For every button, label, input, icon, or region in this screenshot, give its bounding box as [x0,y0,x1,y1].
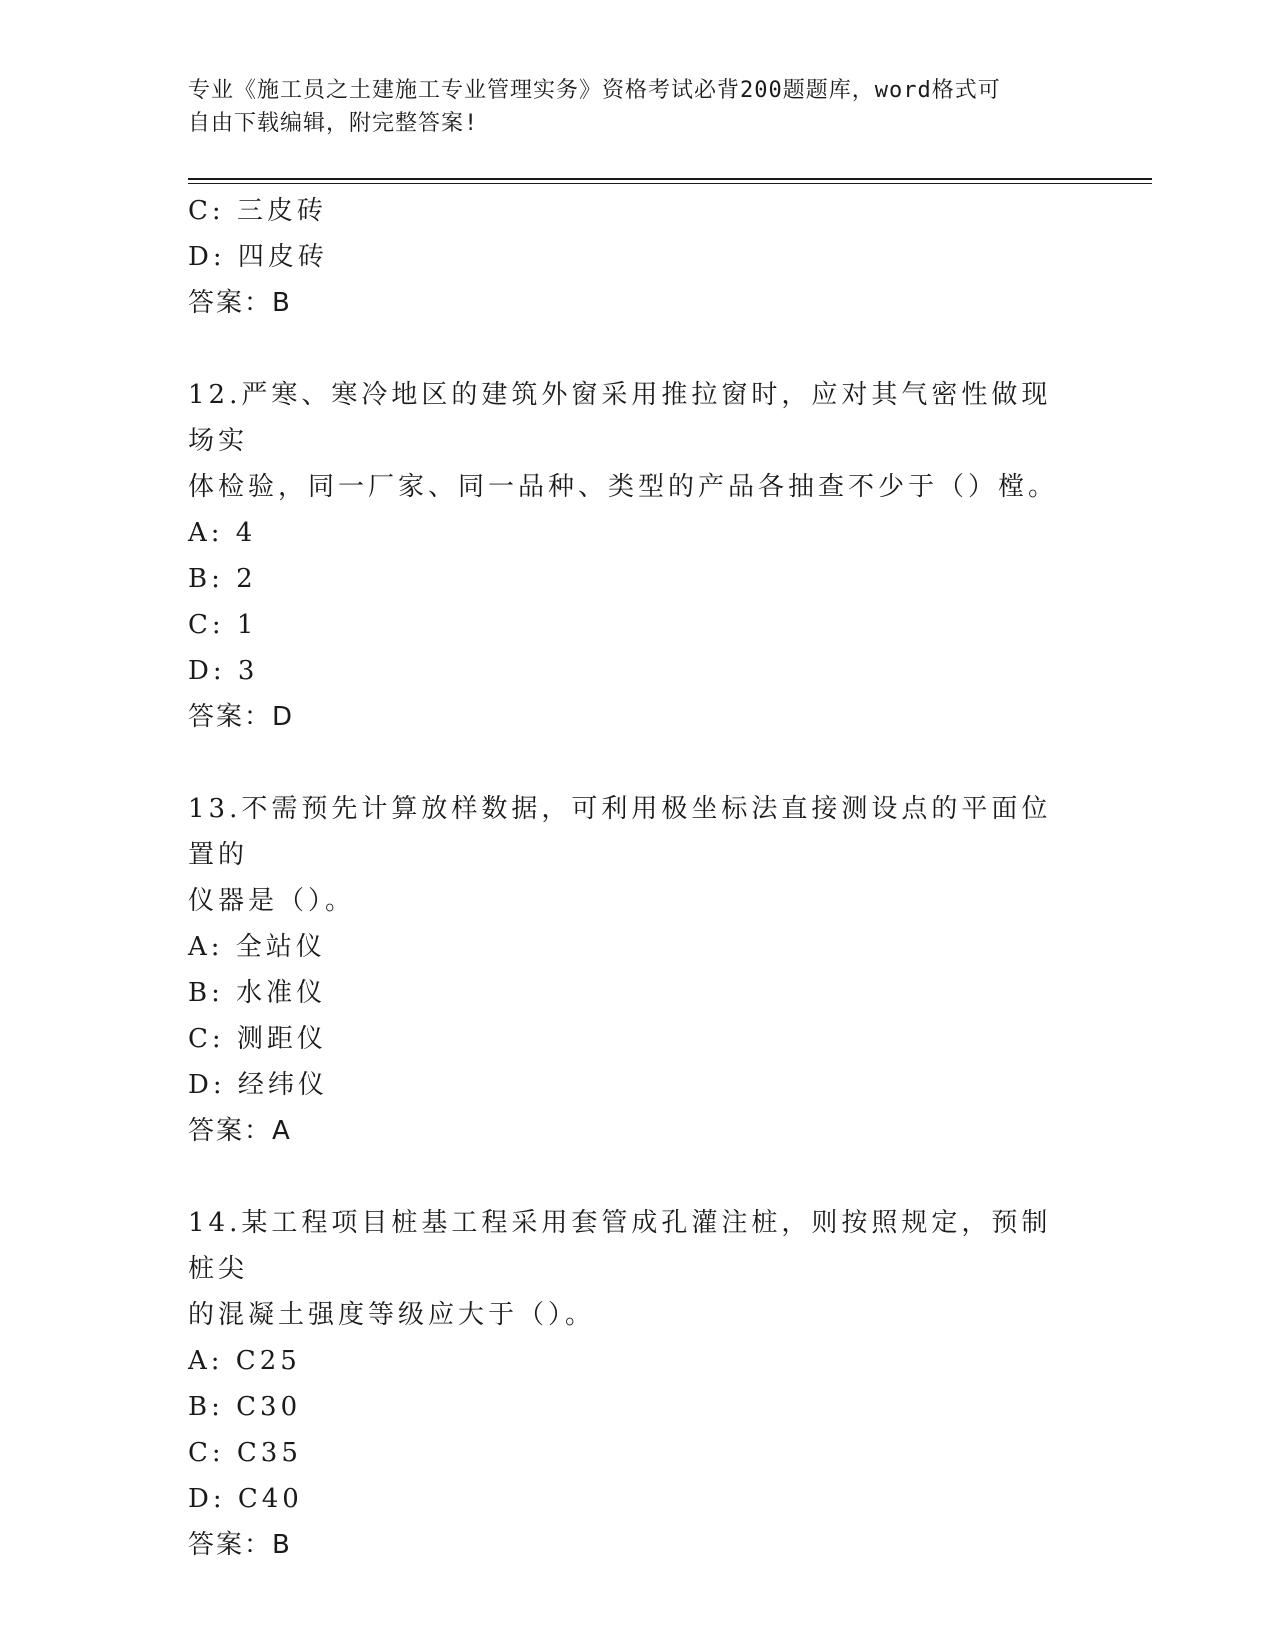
option-d: D: 经纬仪 [188,1070,328,1100]
question-text-line: 14.某工程项目桩基工程采用套管成孔灌注桩，则按照规定，预制桩尖 [188,1208,1052,1284]
header-line-2: 自由下载编辑，附完整答案! [188,111,479,136]
option-d: D: C40 [188,1484,303,1514]
question-12 [188,372,1078,740]
option-c: C: C35 [188,1438,302,1468]
question-text-line: 12.严寒、寒冷地区的建筑外窗采用推拉窗时，应对其气密性做现场实 [188,380,1052,456]
question-14 [188,1200,1078,1568]
question-text-line: 仪器是（）。 [188,886,356,916]
option-d: D: 3 [188,656,259,686]
option-b: B: 2 [188,564,257,594]
question-text-line: 体检验，同一厂家、同一品种、类型的产品各抽查不少于（）樘。 [188,472,1059,502]
option-a: A: C25 [188,1346,301,1376]
answer-line: 答案：D [188,702,295,732]
answer-line: 答案：B [188,288,292,318]
option-b: B: C30 [188,1392,302,1422]
question-list [188,188,1078,1568]
option-b: B: 水准仪 [188,978,327,1008]
question-13 [188,786,1078,1154]
question-text-line: 的混凝土强度等级应大于（）。 [188,1300,596,1330]
option-d: D: 四皮砖 [188,242,328,272]
option-a: A: 全站仪 [188,932,326,962]
answer-line: 答案：A [188,1116,292,1146]
question-text-line: 13.不需预先计算放样数据，可利用极坐标法直接测设点的平面位置的 [188,794,1052,870]
header-divider-thin [188,183,1152,184]
question-11-tail [188,188,1078,326]
option-a: A: 4 [188,518,257,548]
option-c: C: 测距仪 [188,1024,327,1054]
option-c: C: 三皮砖 [188,196,327,226]
answer-line: 答案：B [188,1530,292,1560]
header-line-1: 专业《施工员之土建施工专业管理实务》资格考试必背200题题库，word格式可 [188,78,1001,103]
page-header [188,74,1068,140]
option-c: C: 1 [188,610,258,640]
header-divider-thick [188,178,1152,180]
